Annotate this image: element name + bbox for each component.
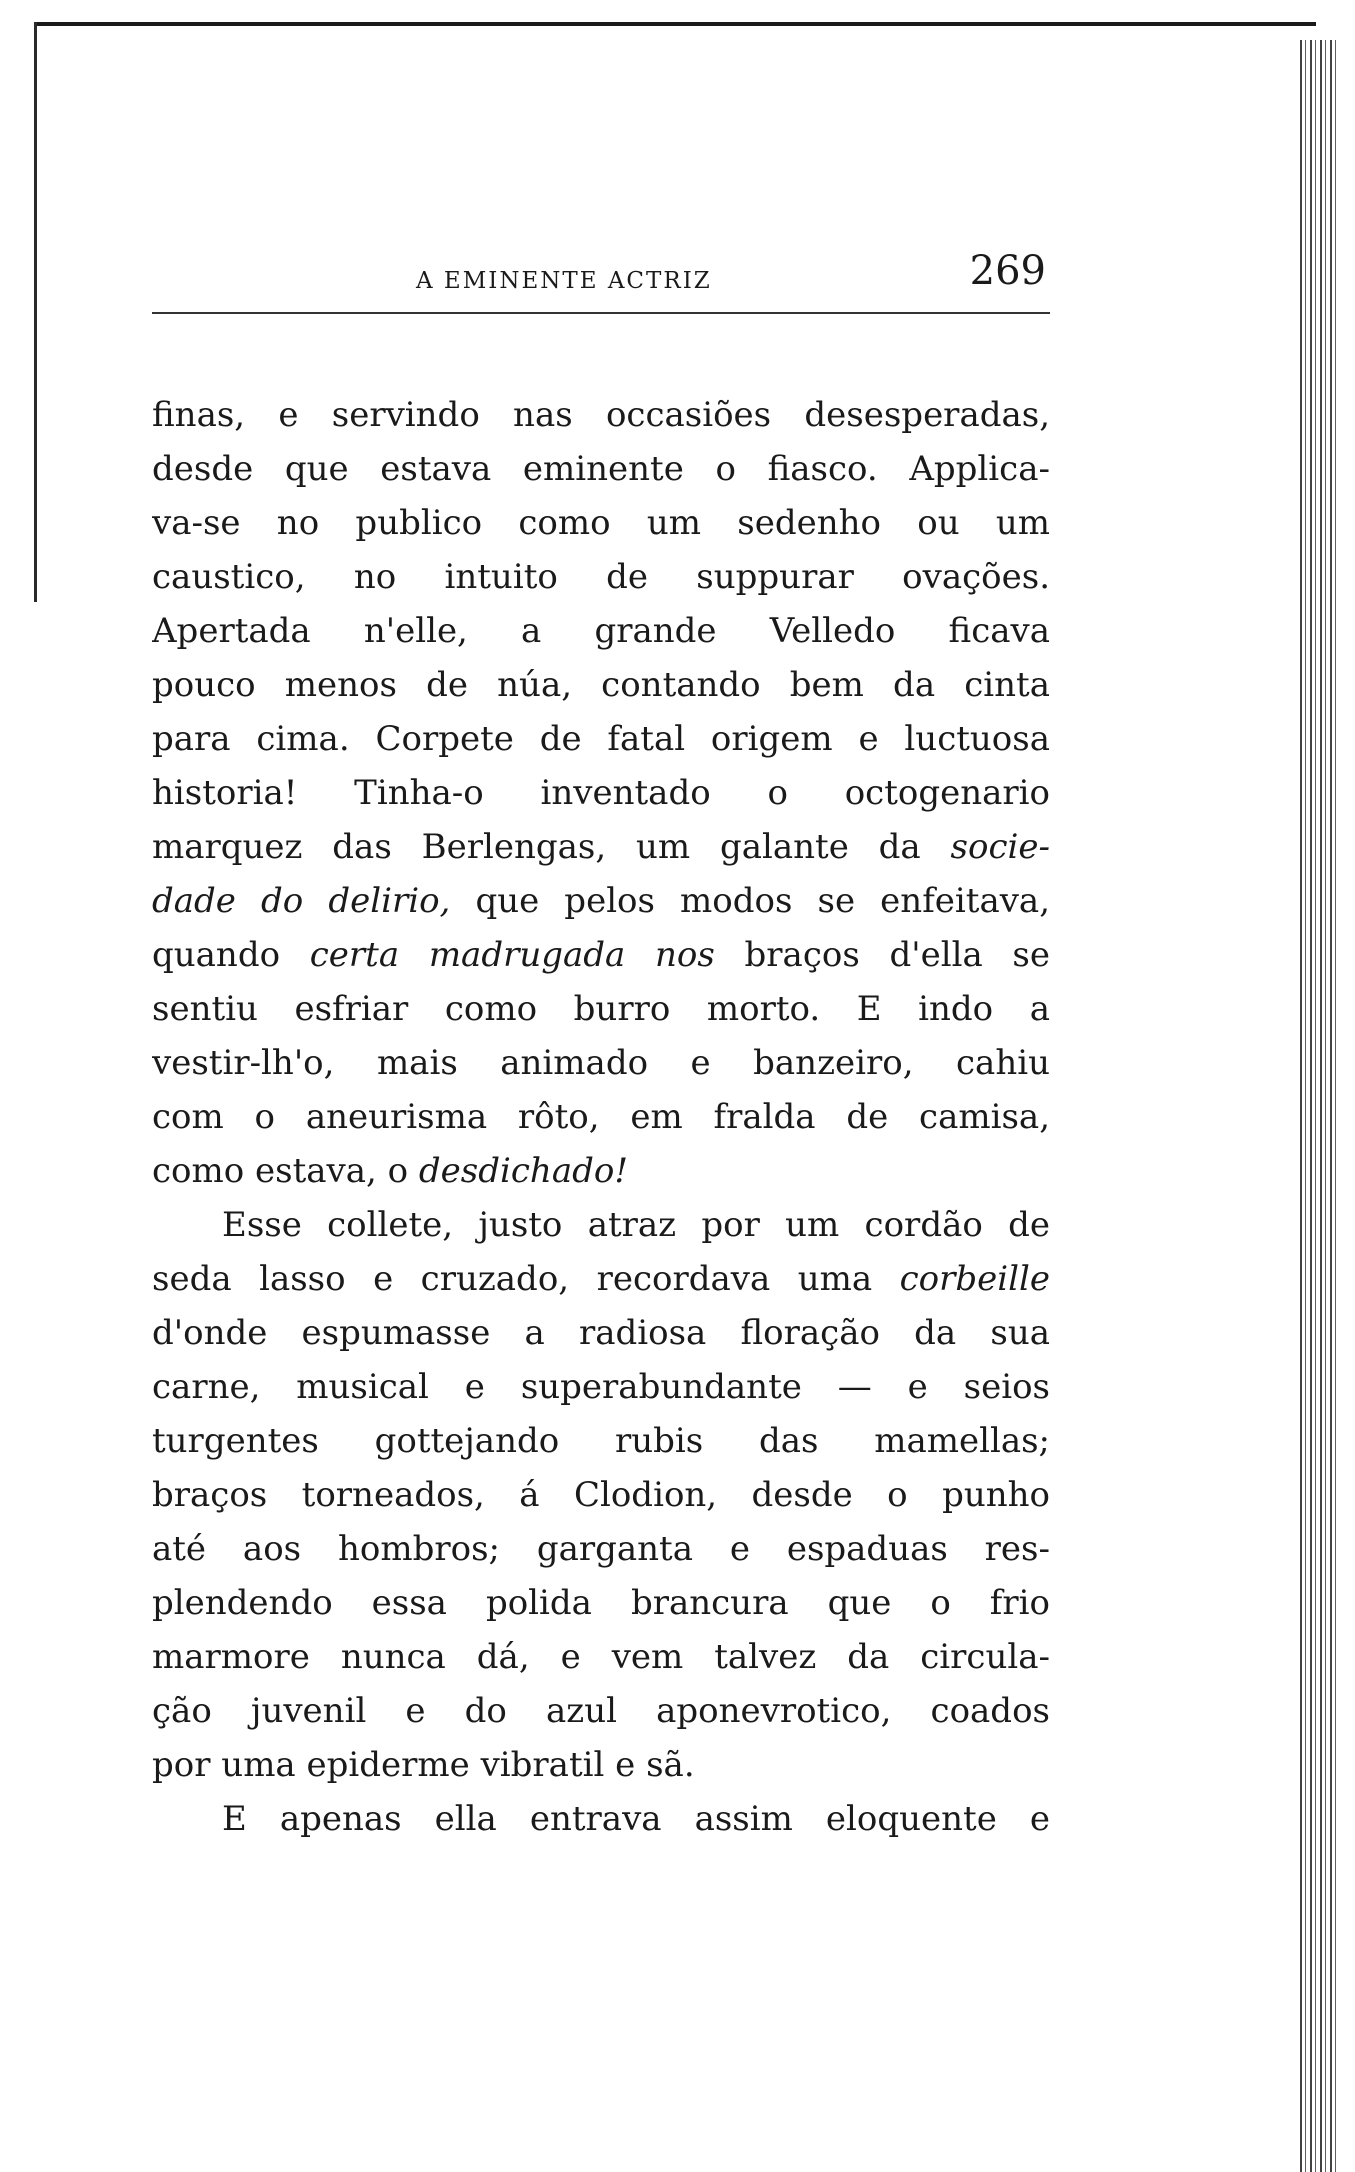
body-text bbox=[152, 388, 1050, 1846]
text-line bbox=[152, 1198, 1050, 1252]
text-line bbox=[152, 1036, 1050, 1090]
text-segment: quando bbox=[152, 935, 310, 975]
text-line bbox=[152, 1522, 1050, 1576]
text-segment: historia! Tinha-o inventado o octogenario bbox=[152, 773, 1050, 813]
page-number: 269 bbox=[969, 248, 1046, 294]
text-line bbox=[152, 874, 1050, 928]
italic-text: dade do delirio, bbox=[152, 881, 451, 921]
text-segment: d'onde espumasse a radiosa floração da sua bbox=[152, 1313, 1050, 1353]
text-line bbox=[152, 1414, 1050, 1468]
text-segment: desde que estava eminente o fiasco. Applica- bbox=[152, 449, 1050, 489]
text-segment: Apertada n'elle, a grande Velledo ficava bbox=[152, 611, 1050, 651]
italic-text: corbeille bbox=[899, 1259, 1050, 1299]
text-line bbox=[152, 982, 1050, 1036]
italic-text: socie- bbox=[950, 827, 1050, 867]
text-segment: E apenas ella entrava assim eloquente e bbox=[222, 1799, 1050, 1839]
text-segment: finas, e servindo nas occasiões desesperadas, bbox=[152, 395, 1050, 435]
text-line bbox=[152, 442, 1050, 496]
text-line bbox=[152, 1738, 1050, 1792]
text-line bbox=[152, 820, 1050, 874]
text-segment: com o aneurisma rôto, em fralda de camisa, bbox=[152, 1097, 1050, 1137]
text-segment: braços d'ella se bbox=[714, 935, 1050, 975]
text-line bbox=[152, 1468, 1050, 1522]
text-line bbox=[152, 550, 1050, 604]
text-segment: ção juvenil e do azul aponevrotico, coados bbox=[152, 1691, 1050, 1731]
text-segment: que pelos modos se enfeitava, bbox=[450, 881, 1050, 921]
text-segment: turgentes gottejando rubis das mamellas; bbox=[152, 1421, 1050, 1461]
text-segment: sentiu esfriar como burro morto. E indo a bbox=[152, 989, 1050, 1029]
running-head: A EMINENTE ACTRIZ bbox=[416, 268, 712, 294]
italic-text: certa madrugada nos bbox=[309, 935, 715, 975]
text-segment: marquez das Berlengas, um galante da bbox=[152, 827, 951, 867]
text-line bbox=[152, 658, 1050, 712]
text-line bbox=[152, 1360, 1050, 1414]
text-segment: braços torneados, á Clodion, desde o punho bbox=[152, 1475, 1050, 1515]
text-line bbox=[152, 1576, 1050, 1630]
text-segment: como estava, o bbox=[152, 1151, 419, 1191]
text-line bbox=[152, 604, 1050, 658]
text-segment: seda lasso e cruzado, recordava uma bbox=[152, 1259, 900, 1299]
text-segment: Esse collete, justo atraz por um cordão de bbox=[222, 1205, 1050, 1245]
text-segment: até aos hombros; garganta e espaduas res- bbox=[152, 1529, 1050, 1569]
scan-border-left bbox=[34, 22, 37, 602]
text-line bbox=[152, 1684, 1050, 1738]
text-line bbox=[152, 1144, 1050, 1198]
header-rule bbox=[152, 312, 1050, 314]
text-segment: por uma epiderme vibratil e sã. bbox=[152, 1745, 695, 1785]
text-line bbox=[152, 1090, 1050, 1144]
text-segment: pouco menos de núa, contando bem da cinta bbox=[152, 665, 1050, 705]
text-segment: plendendo essa polida brancura que o frio bbox=[152, 1583, 1050, 1623]
text-segment: va-se no publico como um sedenho ou um bbox=[152, 503, 1050, 543]
text-line bbox=[152, 1306, 1050, 1360]
text-line bbox=[152, 712, 1050, 766]
text-line bbox=[152, 388, 1050, 442]
text-segment: para cima. Corpete de fatal origem e luctuosa bbox=[152, 719, 1050, 759]
text-segment: vestir-lh'o, mais animado e banzeiro, cahiu bbox=[152, 1043, 1050, 1083]
text-line bbox=[152, 1252, 1050, 1306]
scan-border-top bbox=[36, 22, 1316, 26]
text-segment: caustico, no intuito de suppurar ovações. bbox=[152, 557, 1050, 597]
text-line bbox=[152, 1792, 1050, 1846]
italic-text: desdichado! bbox=[418, 1151, 628, 1191]
page-header bbox=[152, 248, 1050, 310]
book-binding-edge bbox=[1300, 40, 1340, 2172]
text-line bbox=[152, 766, 1050, 820]
text-segment: carne, musical e superabundante — e seios bbox=[152, 1367, 1050, 1407]
text-line bbox=[152, 928, 1050, 982]
text-segment: marmore nunca dá, e vem talvez da circula- bbox=[152, 1637, 1050, 1677]
text-line bbox=[152, 496, 1050, 550]
text-line bbox=[152, 1630, 1050, 1684]
